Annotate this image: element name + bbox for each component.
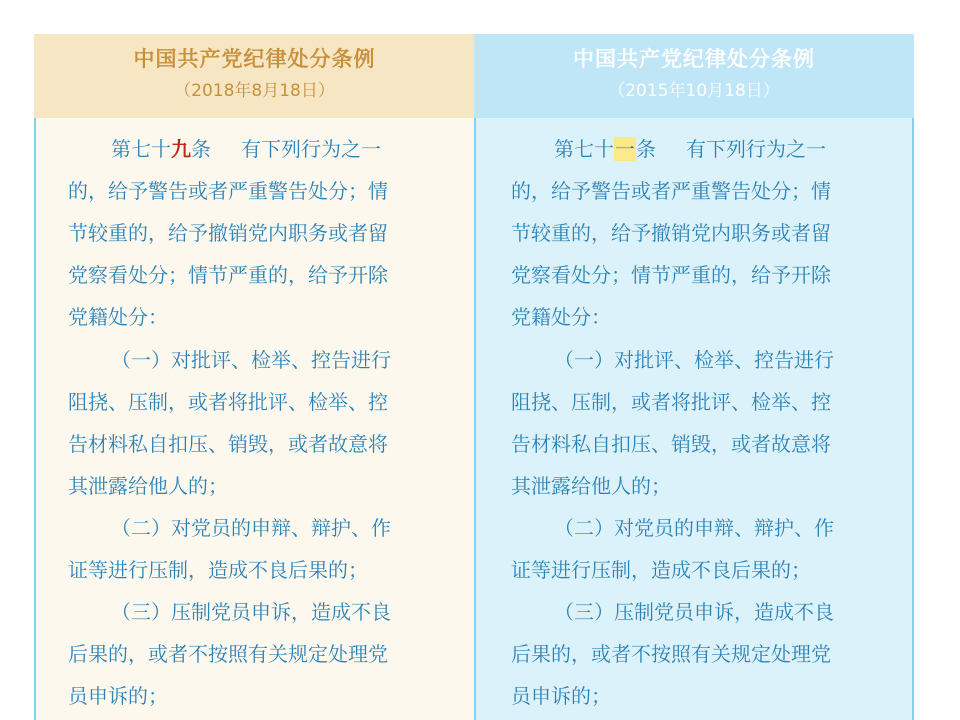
text-line: （一）对批评、检举、控告进行 — [111, 348, 391, 372]
text-line: 证等进行压制，造成不良后果的； — [68, 558, 368, 582]
column-header-2018 — [34, 34, 475, 118]
article-prefix: 第七十 — [554, 137, 614, 161]
article-heading — [111, 135, 381, 163]
column-2018 — [34, 34, 475, 720]
article-number-changed: 九 — [171, 137, 191, 161]
text-line: （二）对党员的申辩、辩护、作 — [554, 516, 834, 540]
text-line: 党籍处分： — [511, 305, 611, 329]
regulation-date-2015: （2015年10月18日） — [608, 81, 780, 101]
text-line: 证等进行压制，造成不良后果的； — [511, 558, 811, 582]
column-2015 — [474, 34, 914, 720]
text-line: 有下列行为之一 — [686, 137, 826, 161]
text-line: 后果的，或者不按照有关规定处理党 — [511, 642, 831, 666]
regulation-date-2018: （2018年8月18日） — [174, 81, 335, 101]
text-line: 党察看处分；情节严重的，给予开除 — [511, 263, 831, 287]
text-line: 阻挠、压制，或者将批评、检举、控 — [511, 390, 831, 414]
text-line: 的，给予警告或者严重警告处分；情 — [68, 179, 388, 203]
column-header-2015 — [474, 34, 914, 118]
article-prefix: 第七十 — [111, 137, 171, 161]
text-line: 阻挠、压制，或者将批评、检举、控 — [68, 390, 388, 414]
article-suffix: 条 — [636, 137, 656, 161]
text-line: 有下列行为之一 — [241, 137, 381, 161]
article-text-2015 — [474, 118, 914, 720]
text-line: 其泄露给他人的； — [68, 474, 228, 498]
text-line: 员申诉的； — [68, 684, 168, 708]
text-line: 告材料私自扣压、销毁，或者故意将 — [68, 432, 388, 456]
text-line: 节较重的，给予撤销党内职务或者留 — [68, 221, 388, 245]
text-line: （三）压制党员申诉，造成不良 — [111, 600, 391, 624]
text-line: （一）对批评、检举、控告进行 — [554, 348, 834, 372]
article-heading — [554, 135, 826, 163]
text-line: 其泄露给他人的； — [511, 474, 671, 498]
text-line: 的，给予警告或者严重警告处分；情 — [511, 179, 831, 203]
text-line: （三）压制党员申诉，造成不良 — [554, 600, 834, 624]
text-line: 后果的，或者不按照有关规定处理党 — [68, 642, 388, 666]
regulation-title-2015: 中国共产党纪律处分条例 — [573, 47, 815, 71]
text-line: 党籍处分： — [68, 305, 168, 329]
text-line: 员申诉的； — [511, 684, 611, 708]
text-line: 节较重的，给予撤销党内职务或者留 — [511, 221, 831, 245]
article-suffix: 条 — [191, 137, 211, 161]
regulation-title-2018: 中国共产党纪律处分条例 — [133, 47, 376, 71]
text-line: 告材料私自扣压、销毁，或者故意将 — [511, 432, 831, 456]
text-line: （二）对党员的申辩、辩护、作 — [111, 516, 391, 540]
text-line: 党察看处分；情节严重的，给予开除 — [68, 263, 388, 287]
article-number-highlighted: 一 — [615, 137, 635, 161]
article-text-2018 — [34, 118, 475, 720]
